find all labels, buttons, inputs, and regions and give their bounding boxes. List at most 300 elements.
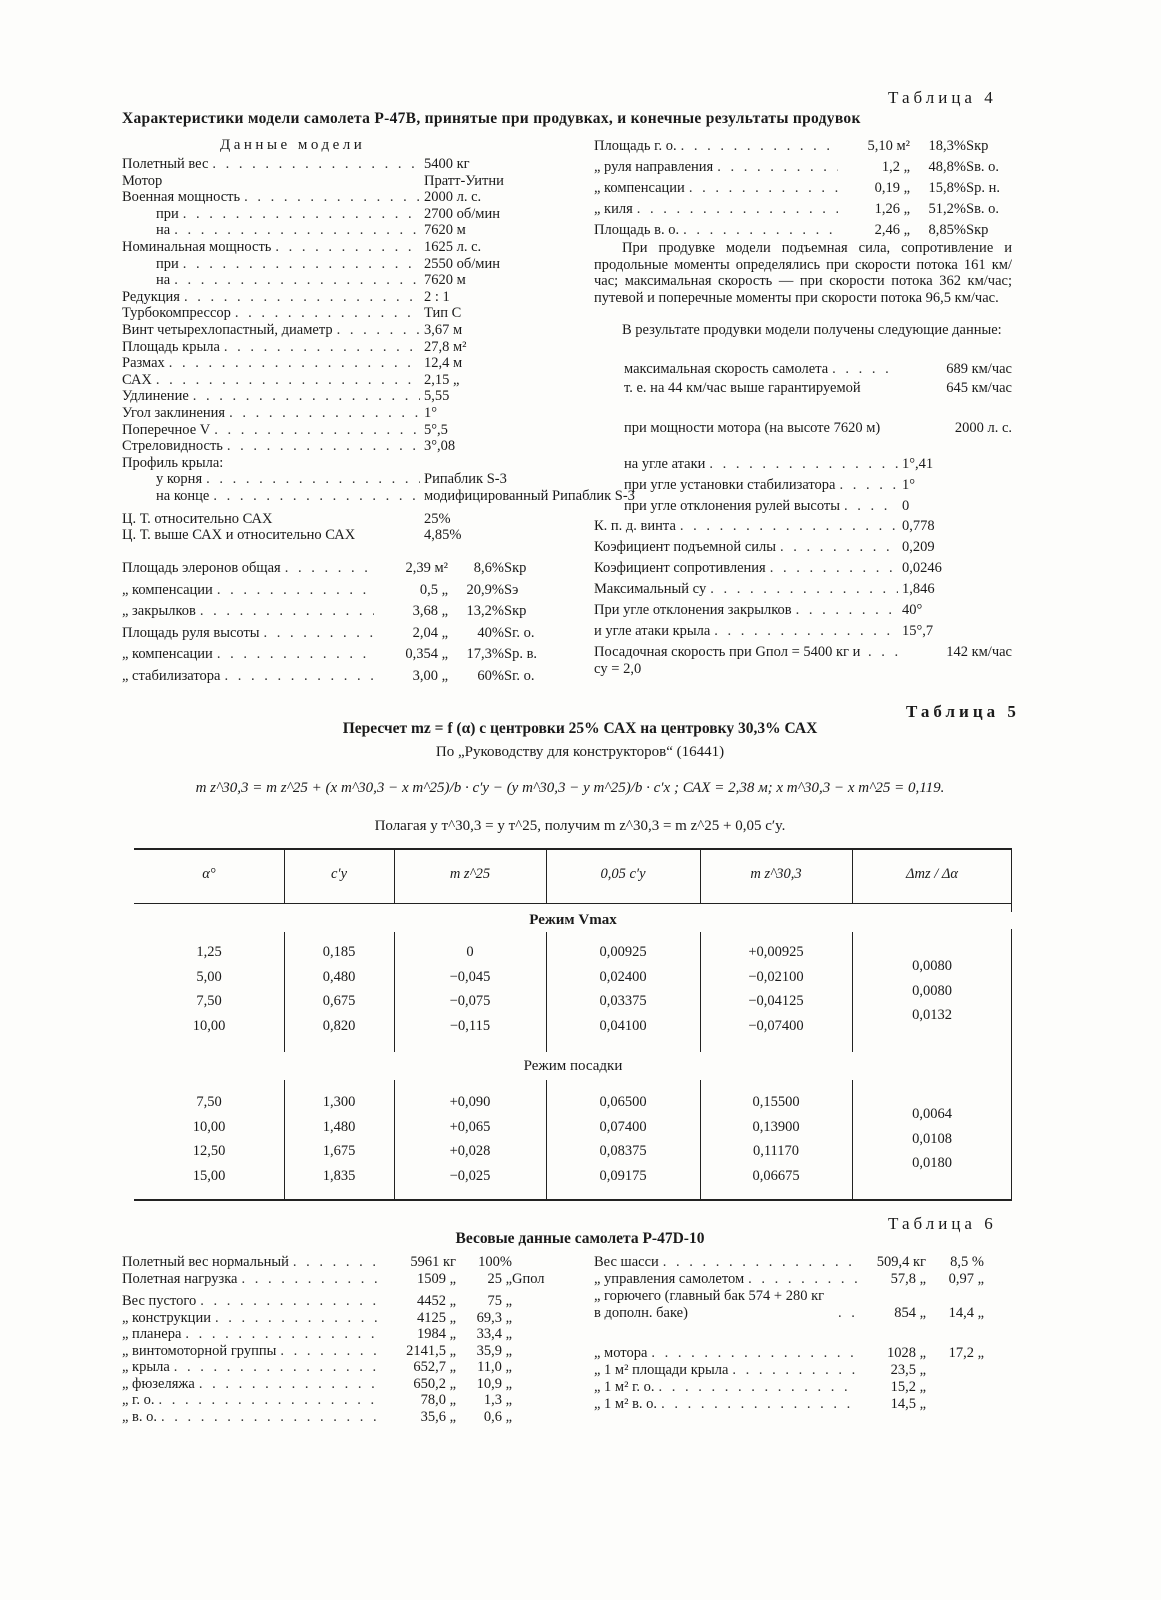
table4-tail-area-row-label: Площадь г. о.: [594, 138, 677, 154]
table4-data-row-leader: [235, 305, 420, 322]
table4-data-row: [122, 322, 544, 339]
table4-result-row: [594, 560, 1012, 577]
table6-left-row-value-1: 10,9 „: [476, 1375, 512, 1392]
table4-result-label: на угле атаки: [624, 456, 706, 472]
table6-left-row-value-0: 2141,5 „: [406, 1342, 456, 1359]
table4-data-row-value-0: 2 : 1: [424, 288, 450, 305]
table4-data-row: [122, 355, 544, 372]
table6-right-label: „ мотора: [594, 1345, 648, 1361]
table6-left-row-value-1: 100%: [478, 1254, 512, 1270]
table4-result-label: при мощности мотора (на высоте 7620 м): [624, 420, 881, 436]
table4-tail-area-row-label: „ компенсации: [594, 180, 685, 196]
table4-data-row-label: САХ: [122, 371, 152, 388]
table4-data-row-leader: [224, 339, 420, 356]
table4-data-row-label: Ц. Т. выше САХ и относительно САХ: [122, 527, 356, 544]
table5-header-cell: 0,05 c′y: [600, 866, 646, 882]
table5-top-rule: [134, 848, 1012, 850]
table4-data-row: [122, 289, 544, 306]
table4-data-row-label: Редукция: [122, 288, 180, 305]
table5-cell: 0: [466, 944, 474, 960]
table4-data-row: [122, 438, 544, 455]
table6-right-leader: [838, 1305, 858, 1322]
table4-area-row: [122, 646, 554, 663]
table4-data-row-leader: [337, 322, 420, 339]
table4-data-row-label: Поперечное V: [122, 421, 211, 438]
table4-data-row-value-0: 7620 м: [424, 222, 466, 239]
table4-result-row: [624, 420, 1012, 437]
table6-left-row-label: „ в. о.: [122, 1408, 158, 1425]
table5-section-landing: [134, 1058, 1012, 1075]
table4-result-label: максимальная скорость самолета: [624, 361, 829, 377]
table4-data-row-value-0: 3,67 м: [424, 322, 463, 338]
table4-area-row-value-0: 2,39 м²: [405, 560, 448, 576]
table4-result-label: при угле отклонения рулей высоты: [624, 498, 840, 514]
table4-data-row: [122, 156, 544, 173]
table4-result-row: [624, 477, 1012, 494]
table5-cell: 7,50: [196, 993, 222, 1009]
table6-left-row-value-0: 4125 „: [416, 1309, 456, 1326]
table4-data-row-leader: [183, 256, 420, 273]
table4-result-value: 0,209: [902, 539, 935, 555]
table4-tail-area-row-label: „ руля направления: [594, 159, 714, 175]
table4-tail-area-row-label: „ киля: [594, 201, 633, 217]
table4-data-row-value-0: 12,4 м: [424, 355, 463, 372]
table5-cell: 0,00925: [599, 944, 647, 960]
table6-left-row: [122, 1254, 552, 1271]
table4-area-row-leader: [224, 668, 374, 685]
table6-left-row-leader: [200, 1293, 382, 1310]
table5-cell: 7,50: [196, 1094, 222, 1110]
table4-data-row-value-0: 2,15 „: [424, 371, 460, 388]
table6-left-row-value-1: 33,4 „: [476, 1326, 512, 1342]
table5-cell: −0,115: [449, 1017, 491, 1034]
table5-header-cell: Δmz / Δα: [905, 866, 959, 882]
table5-cell: −0,07400: [748, 1017, 804, 1034]
table4-data-row-value-0: 25%: [424, 510, 451, 527]
table4-data-row: [122, 405, 544, 422]
table5-cell: 0,675: [322, 993, 356, 1009]
table4-result-row: [594, 644, 1012, 678]
table4-data-row: [122, 388, 544, 405]
table4-left-header: Данные модели: [220, 137, 366, 153]
table5-cell: −0,04125: [748, 993, 804, 1009]
table4-data-row-leader: [169, 355, 420, 372]
table4-result-leader: [680, 518, 898, 535]
table4-tail-area-row-value-1: 48,8%: [928, 159, 966, 175]
table6-right-row: [594, 1379, 984, 1396]
table5-cell: 12,50: [192, 1143, 226, 1159]
table4-result-row: [624, 498, 1012, 515]
table4-tail-area-row-value-2: Sр. н.: [966, 180, 1000, 196]
table5-cell: 1,675: [322, 1143, 356, 1159]
table6-right-label: „ 1 м² в. о.: [594, 1396, 658, 1412]
table5-derivative-cell: 0,0080: [912, 958, 952, 974]
table6-left-row-leader: [199, 1376, 382, 1393]
table5-cell: 0,06500: [599, 1094, 647, 1110]
table6-left-row-label: Полетная нагрузка: [122, 1270, 238, 1287]
table4-tail-area-row: [594, 180, 1014, 197]
table4-area-row-label: „ закрылков: [122, 603, 196, 619]
table4-data-row-value-0: модифицированный Рипаблик S-3: [424, 488, 635, 504]
table6-left-row-leader: [280, 1343, 382, 1360]
table4-area-row-value-2: Sг. о.: [504, 624, 535, 641]
table4-result-leader: [844, 498, 898, 515]
table4-data-row: [156, 272, 544, 289]
table6-right-row: [594, 1396, 984, 1413]
table4-area-row: [122, 560, 554, 577]
table6-left-row-value-0: 650,2 „: [413, 1375, 456, 1392]
table6-left-row-leader: [185, 1326, 382, 1343]
table6-right-row: [594, 1345, 984, 1362]
table4-paragraph-2: В результате продувки модели получены следующие данные:: [622, 322, 1002, 338]
table4-result-value: 0,778: [902, 518, 935, 534]
table6-right-row: [594, 1254, 984, 1271]
table6-left-row-value-1: 35,9 „: [476, 1342, 512, 1359]
table5-cell: 0,15500: [752, 1094, 800, 1110]
table4-result-value: 1°: [902, 477, 916, 493]
table4-data-row: [122, 422, 544, 439]
table4-result-label: Максимальный cy: [594, 581, 707, 597]
table4-tail-area-row-value-1: 51,2%: [928, 201, 966, 217]
table4-data-row-label: Полетный вес: [122, 156, 209, 172]
table4-data-row-value-0: 5,55: [424, 388, 450, 405]
table4-result-leader: [714, 623, 898, 640]
table5-cell: +0,00925: [748, 944, 804, 960]
table6-left-row-label: Полетный вес нормальный: [122, 1254, 289, 1270]
table6-left-row-leader: [241, 1271, 382, 1288]
table6-right-value-kg: 15,2 „: [890, 1379, 926, 1395]
table4-area-row-value-0: 0,354 „: [405, 646, 448, 662]
table6-left-row-value-2: Gпол: [512, 1270, 545, 1287]
table4-result-leader: [832, 361, 898, 378]
table5-cell: +0,065: [449, 1118, 491, 1135]
table4-data-row-label: Военная мощность: [122, 189, 241, 206]
table6-left-row-value-0: 652,7 „: [413, 1359, 456, 1375]
table4-data-row-leader: [184, 289, 420, 306]
table5-cell: −0,02100: [748, 968, 804, 985]
table5-cell: 5,00: [196, 968, 222, 985]
table5-header-cell: m z^30,3: [750, 866, 802, 882]
table6-left-row-value-0: 1984 „: [416, 1326, 456, 1342]
table5-cell: 0,13900: [752, 1118, 800, 1135]
table4-area-row-value-1: 13,2%: [466, 603, 504, 619]
table4-paragraph-1: При продувке модели подъемная сила, сопротивление и продольные моменты определялись при скорости потока 161 км/час; максимальная скорость — при скорости потока 362 км/час; путевой и поперечные моменты при скорости потока 96,5 км/час.: [594, 240, 1012, 306]
table4-area-row-value-2: Sр. в.: [504, 646, 538, 662]
table6-title: Весовые данные самолета Р-47D-10: [455, 1230, 705, 1247]
table4-result-value: 0,0246: [902, 560, 942, 576]
table4-result-leader: [868, 644, 898, 661]
table6-right-leader: [748, 1271, 858, 1288]
table6-left-row-value-0: 5961 кг: [410, 1254, 456, 1270]
table4-result-row: [594, 581, 1012, 598]
table4-data-row: [122, 239, 544, 256]
table4-data-row-leader: [206, 471, 420, 488]
table5-cell: 10,00: [192, 1017, 226, 1034]
table4-result-label: К. п. д. винта: [594, 518, 676, 534]
table4-data-row-leader: [174, 222, 420, 239]
table4-data-row-value-0: Рипаблик S-3: [424, 471, 507, 488]
table4-data-row-label: у корня: [156, 471, 203, 488]
table4-data-row-leader: [213, 488, 420, 505]
table4-data-row: [122, 455, 544, 472]
table5-cell: 1,300: [322, 1094, 356, 1110]
table4-tail-area-row-leader: [681, 138, 838, 155]
table6-right-value-pct: 0,97 „: [948, 1271, 984, 1287]
table4-data-row-leader: [214, 422, 420, 439]
table4-area-row-leader: [200, 603, 374, 620]
table5-derivative-cell: 0,0132: [912, 1007, 952, 1023]
table5-cell: 15,00: [192, 1167, 226, 1184]
table4-area-row-leader: [217, 582, 374, 599]
table4-area-row-label: Площадь руля высоты: [122, 624, 260, 641]
table6-right-value-kg: 1028 „: [886, 1345, 926, 1361]
table6-left-row-value-1: 0,6 „: [483, 1408, 512, 1425]
table6-right-row: [594, 1271, 984, 1288]
table4-result-leader: [770, 560, 898, 577]
table4-result-row: [624, 361, 1012, 378]
table4-data-row-leader: [212, 156, 420, 173]
table4-tail-area-row-value-0: 1,26 „: [874, 201, 910, 217]
table4-data-row: [122, 305, 544, 322]
table6-left-row: [122, 1310, 552, 1327]
table6-right-label: „ 1 м² площади крыла: [594, 1362, 729, 1378]
table4-result-row: [594, 623, 1012, 640]
table4-data-row: [156, 206, 544, 223]
table6-right-label: Вес шасси: [594, 1254, 659, 1270]
table5-cell: 0,04100: [599, 1017, 647, 1034]
table4-data-row-value-0: Тип С: [424, 305, 462, 322]
table6-right-value-kg: 23,5 „: [890, 1362, 926, 1378]
table4-tail-area-row-value-0: 1,2 „: [881, 159, 910, 175]
table6-left-row-value-0: 4452 „: [416, 1293, 456, 1309]
table4-data-row-value-0: 2550 об/мин: [424, 255, 500, 272]
table4-tail-area-row-value-2: Sкр: [966, 222, 989, 238]
table4-data-row-label: при: [156, 255, 179, 272]
table4-tail-area-row-value-1: 8,85%: [928, 222, 966, 238]
table6-left-row-value-1: 1,3 „: [483, 1392, 512, 1408]
table6-left-row-leader: [161, 1409, 382, 1426]
table4-area-row: [122, 625, 554, 642]
table4-area-row-value-2: Sкр: [504, 603, 527, 619]
table5-title: Пересчет mz = f (α) с центровки 25% САХ на центровку 30,3% САХ: [342, 720, 818, 737]
table4-area-row-value-2: Sкр: [504, 560, 527, 576]
table4-data-row-label: на: [156, 272, 171, 289]
table6-right-value-pct: 8,5 %: [950, 1254, 984, 1270]
table4-tail-area-row-value-1: 18,3%: [928, 138, 966, 154]
table4-data-row: [122, 339, 544, 356]
table5-cell: −0,075: [449, 993, 491, 1009]
table6-left-row-value-1: 25 „: [487, 1270, 512, 1287]
table6-right-value-kg: 57,8 „: [890, 1271, 926, 1287]
table4-data-row-value-0: 5400 кг: [424, 156, 470, 172]
table4-data-row-value-0: 1°: [424, 405, 438, 421]
table4-area-row-leader: [264, 625, 374, 642]
table4-data-row-leader: [193, 388, 420, 405]
table4-area-row-value-2: Sг. о.: [504, 667, 535, 684]
table4-data-row-leader: [229, 405, 420, 422]
table4-data-row-value-0: 4,85%: [424, 527, 462, 544]
table6-left-row-label: „ фюзеляжа: [122, 1375, 195, 1392]
table4-result-value: 689 км/час: [946, 361, 1012, 377]
table4-data-row-leader: [275, 239, 420, 256]
table4-result-value: 40°: [902, 602, 923, 618]
table6-right-value-kg: 14,5 „: [890, 1396, 926, 1412]
table5-section-landing-text: Режим посадки: [518, 1058, 629, 1074]
table4-area-row-value-1: 17,3%: [466, 646, 504, 662]
table4-data-row-label: Удлинение: [122, 388, 189, 405]
table5-formula-2: Полагая y т^30,3 = y т^25, получим m z^30,3 = m z^25 + 0,05 c′y.: [374, 818, 786, 834]
table4-data-row: [122, 189, 544, 206]
table5-cell: 0,02400: [599, 968, 647, 985]
table4-result-value: 1°,41: [902, 456, 934, 472]
table6-right-leader: [663, 1254, 858, 1271]
table6-right-row: [594, 1362, 984, 1379]
table5-bottom-rule: [134, 1199, 1012, 1201]
table4-area-row: [122, 668, 554, 685]
table6-left-row-value-1: 69,3 „: [476, 1309, 512, 1326]
table4-area-row-label: „ стабилизатора: [122, 667, 221, 684]
table6-right-label: „ горючего (главный бак 574 + 280 кг в дополн. баке): [594, 1288, 825, 1321]
table4-area-row-label: „ компенсации: [122, 581, 213, 598]
table6-left-row: [122, 1392, 552, 1409]
table4-result-row: [594, 602, 1012, 619]
table4-result-row: [624, 456, 1012, 473]
table5-cell: +0,028: [449, 1143, 491, 1159]
table6-left-row: [122, 1271, 552, 1288]
table4-area-row-leader: [217, 646, 374, 663]
table6-left-row: [122, 1293, 552, 1310]
table6-left-row-label: „ крыла: [122, 1359, 170, 1375]
table4-area-row-value-2: Sэ: [504, 581, 519, 598]
table4-tail-area-row: [594, 201, 1014, 218]
table4-tail-area-row-value-1: 15,8%: [928, 180, 966, 196]
table4-result-value: 15°,7: [902, 623, 934, 639]
table6-left-row: [122, 1376, 552, 1393]
table4-area-row-value-0: 3,68 „: [412, 603, 448, 619]
table6-left-row-value-0: 1509 „: [416, 1270, 456, 1287]
table6-right-value-kg: 854 „: [894, 1305, 926, 1321]
table4-label: Таблица 4: [888, 88, 997, 107]
table4-data-row-label: Угол заклинения: [122, 405, 226, 421]
table4-tail-area-row-value-2: Sкр: [966, 138, 989, 154]
table4-data-row-label: Размах: [122, 355, 165, 372]
table4-data-row-leader: [183, 206, 420, 223]
table6-right-leader: [732, 1362, 858, 1379]
table5-section-vmax-text: Режим Vmax: [523, 912, 622, 928]
table4-tail-area-row-value-2: Sв. о.: [966, 159, 1000, 175]
table5-cell: 0,08375: [599, 1143, 647, 1159]
table4-result-label: при угле установки стабилизатора: [624, 477, 836, 493]
table6-left-row: [122, 1409, 552, 1426]
table4-result-row: [594, 518, 1012, 535]
table5-cell: −0,045: [449, 968, 491, 985]
table4-tail-area-row-value-2: Sв. о.: [966, 201, 1000, 217]
table4-data-row-value-0: 5°,5: [424, 421, 448, 438]
table5-derivative-cell: 0,0108: [912, 1130, 952, 1147]
table4-area-row-value-0: 0,5 „: [419, 581, 448, 598]
table4-result-label: т. е. на 44 км/час выше гарантируемой: [624, 380, 861, 396]
table5-derivative-cell: 0,0080: [912, 982, 952, 999]
table6-label: Таблица 6: [888, 1214, 997, 1233]
table5-header-cell: m z^25: [449, 866, 491, 882]
table4-tail-area-row-value-0: 2,46 „: [874, 222, 910, 238]
table4-tail-area-row-leader: [683, 222, 838, 239]
table4-result-label: и угле атаки крыла: [594, 623, 711, 639]
table6-right-leader: [651, 1345, 858, 1362]
table4-data-row: [156, 222, 544, 239]
table4-tail-area-row: [594, 222, 1014, 239]
table5-cell: 0,06675: [752, 1167, 800, 1184]
table4-result-label: Посадочная скорость при Gпол = 5400 кг и cy = 2,0: [594, 644, 861, 677]
table4-data-row: [122, 372, 544, 389]
table4-area-row-label: „ компенсации: [122, 646, 213, 662]
table4-data-row-label: Стреловидность: [122, 438, 223, 455]
table4-area-row-value-0: 2,04 „: [412, 624, 448, 641]
table5-header-rule: [134, 903, 1012, 904]
table6-left-row-value-0: 78,0 „: [420, 1392, 456, 1408]
table6-right-value-kg: 509,4 кг: [876, 1254, 926, 1270]
table4-data-row-label: Ц. Т. относительно САХ: [122, 510, 273, 527]
table5-cell: 1,835: [322, 1167, 356, 1184]
table4-data-row: [122, 511, 544, 528]
table5-section-vmax: [134, 912, 1012, 929]
table5-cell: 0,820: [322, 1017, 356, 1034]
table4-area-row: [122, 603, 554, 620]
table4-title: Характеристики модели самолета Р-47В, принятые при продувках, и конечные результаты продувок: [122, 110, 861, 127]
table6-left-row-leader: [159, 1392, 383, 1409]
table6-left-row-value-1: 75 „: [487, 1293, 512, 1309]
table4-data-row-leader: [227, 438, 420, 455]
table4-data-row-leader: [156, 372, 420, 389]
table4-result-leader: [780, 539, 898, 556]
table6-right-leader: [661, 1396, 858, 1413]
table6-left-row-label: „ планера: [122, 1326, 182, 1342]
table4-data-row-label: при: [156, 205, 179, 222]
table4-result-value: 2000 л. с.: [954, 420, 1012, 436]
table6-right-value-pct: 14,4 „: [948, 1305, 984, 1321]
table5-derivative-cell: 0,0180: [912, 1155, 952, 1171]
table4-result-leader: [796, 602, 898, 619]
table4-result-leader: [839, 477, 898, 494]
table4-data-row: [156, 488, 635, 505]
table4-data-row: [122, 527, 544, 544]
table6-right-label: „ управления самолетом: [594, 1271, 745, 1287]
table4-result-leader: [710, 581, 898, 598]
table6-left-row-leader: [174, 1359, 382, 1376]
table4-result-value: 142 км/час: [946, 644, 1012, 660]
table6-left-row-label: „ г. о.: [122, 1392, 155, 1408]
table4-tail-area-row: [594, 159, 1014, 176]
table4-data-row-label: Номинальная мощность: [122, 239, 272, 255]
table5-cell: 0,185: [322, 944, 356, 960]
table4-data-row-leader: [244, 189, 420, 206]
table5-cell: 1,480: [322, 1118, 356, 1135]
table5-cell: 0,07400: [599, 1118, 647, 1135]
table5-derivative-cell: 0,0064: [912, 1106, 952, 1122]
table4-data-row-value-0: 2700 об/мин: [424, 205, 500, 222]
table4-area-row-value-1: 8,6%: [473, 560, 504, 576]
table4-area-row: [122, 582, 554, 599]
table4-area-row-value-1: 40%: [477, 624, 504, 641]
table5-cell: 0,09175: [599, 1167, 647, 1184]
table6-right-value-pct: 17,2 „: [948, 1345, 984, 1361]
table5-formula: m z^30,3 = m z^25 + (x т^30,3 − x т^25)/b · c′y − (y т^30,3 − y т^25)/b · c′x ; САХ = 2,38 м; x т^30,3 − x т^25 = 0,119.: [195, 780, 945, 796]
table4-data-row-value-0: 27,8 м²: [424, 338, 467, 355]
table6-left-row-leader: [293, 1254, 382, 1271]
table5-cell: 1,25: [196, 944, 222, 960]
table6-right-label: „ 1 м² г. о.: [594, 1379, 655, 1395]
table4-result-row: [624, 380, 1012, 397]
